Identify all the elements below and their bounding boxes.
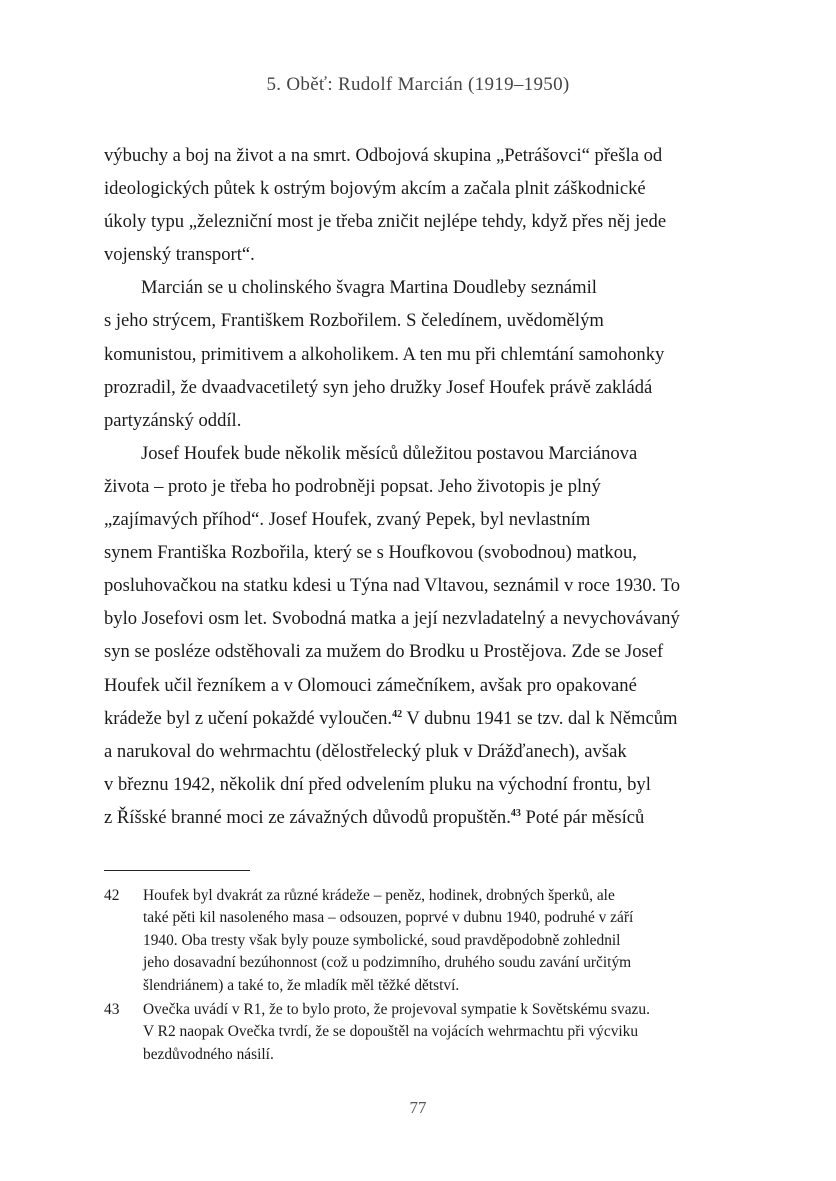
text-line	[104, 702, 744, 735]
footnote-number: 43	[104, 1001, 120, 1019]
footnote-line: také pěti kil nasoleného masa – odsouzen, poprvé v dubnu 1940, podruhé v září	[143, 909, 634, 927]
footnote-line: bezdůvodného násilí.	[143, 1045, 274, 1063]
text-line: a narukoval do wehrmachtu (dělostřelecký pluk v Drážďanech), avšak	[104, 740, 627, 762]
text-line: komunistou, primitivem a alkoholikem. A ten mu při chlemtání samohonky	[104, 343, 665, 365]
paragraph-1	[104, 139, 744, 271]
text-line: posluhovačkou na statku kdesi u Týna nad Vltavou, seznámil v roce 1930. To	[104, 575, 681, 597]
text-line: úkoly typu „železniční most je třeba zničit nejlépe tehdy, když přes něj jede	[104, 211, 667, 233]
footnote-line: V R2 naopak Ovečka tvrdí, že se dopouštěl na vojácích wehrmachtu při výcviku	[143, 1023, 639, 1041]
text-line	[104, 801, 744, 834]
footnote-number: 42	[104, 887, 120, 904]
text-line: prozradil, že dvaadvacetiletý syn jeho družky Josef Houfek právě zakládá	[104, 376, 653, 398]
footnote-line: jeho dosavadní bezúhonnost (což u podzimního, druhého soudu zavání určitým	[143, 954, 632, 972]
footnote-ref-43[interactable]: 43	[510, 807, 521, 819]
text-segment: krádeže byl z učení pokaždé vyloučen.	[104, 707, 393, 729]
text-segment: Poté pár měsíců	[520, 806, 645, 828]
footnotes	[104, 885, 736, 1068]
text-line: Josef Houfek bude několik měsíců důležitou postavou Marciánova	[141, 442, 638, 464]
text-segment: z Říšské branné moci ze závažných důvodů propuštěn.	[104, 806, 511, 828]
footnote-43	[104, 999, 736, 1066]
text-line: partyzánský oddíl.	[104, 409, 242, 431]
text-line: synem Františka Rozbořila, který se s Houfkovou (svobodnou) matkou,	[104, 542, 637, 564]
footnote-line: Houfek byl dvakrát za různé krádeže – peněz, hodinek, drobných šperků, ale	[143, 887, 615, 904]
paragraph-2	[104, 271, 744, 436]
footnote-line: 1940. Oba tresty však byly pouze symbolické, soud pravděpodobně zohlednil	[143, 931, 621, 949]
text-line: vojenský transport“.	[104, 244, 255, 266]
text-line: bylo Josefovi osm let. Svobodná matka a její nezvladatelný a nevychovávaný	[104, 608, 680, 630]
paragraph-3	[104, 437, 744, 834]
footnote-ref-42[interactable]: 42	[392, 708, 403, 720]
text-line: s jeho strýcem, Františkem Rozbořilem. S čeledínem, uvědomělým	[104, 310, 604, 332]
text-line: Houfek učil řezníkem a v Olomouci zámečníkem, avšak pro opakované	[104, 674, 637, 696]
text-line: Marcián se u cholinského švagra Martina Doudleby seznámil	[141, 277, 597, 299]
page-number: 77	[409, 1098, 427, 1117]
text-line: „zajímavých příhod“. Josef Houfek, zvaný Pepek, byl nevlastním	[104, 509, 591, 531]
text-line: v březnu 1942, několik dní před odvelením pluku na východní frontu, byl	[104, 773, 651, 795]
footnote-line: Ovečka uvádí v R1, že to bylo proto, že projevoval sympatie k Sovětskému svazu.	[143, 1001, 650, 1019]
text-line: výbuchy a boj na život a na smrt. Odbojová skupina „Petrášovci“ přešla od	[104, 145, 663, 166]
running-head: 5. Oběť: Rudolf Marcián (1919–1950)	[266, 74, 570, 95]
footnote-line: šlendriánem) a také to, že mladík měl těžké dětství.	[143, 976, 460, 994]
footnote-separator	[104, 870, 250, 871]
text-segment: V dubnu 1941 se tzv. dal k Němcům	[402, 707, 678, 729]
text-line: ideologických půtek k ostrým bojovým akcím a začala plnit záškodnické	[104, 178, 646, 200]
footnote-42	[104, 885, 736, 997]
body-text	[104, 139, 744, 834]
text-line: syn se posléze odstěhovali za mužem do Brodku u Prostějova. Zde se Josef	[104, 641, 664, 663]
text-line: života – proto je třeba ho podrobněji popsat. Jeho životopis je plný	[104, 475, 601, 497]
